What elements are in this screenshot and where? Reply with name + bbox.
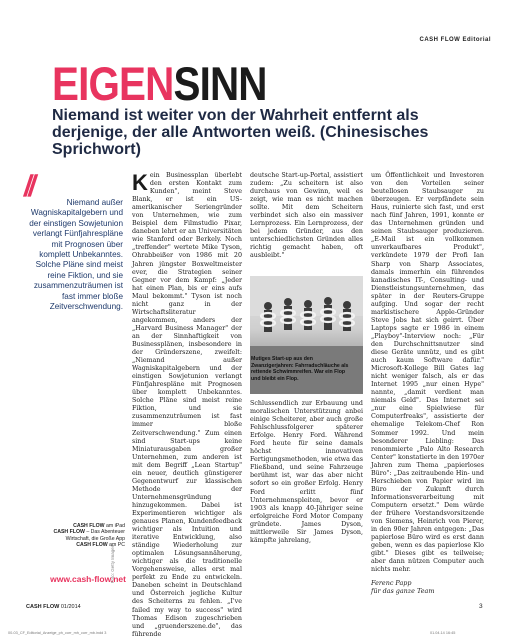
decorative-slashes: // (21, 170, 36, 203)
section-kicker: CASH FLOW Editorial (419, 37, 491, 43)
title-part-eigen: EIGEN (52, 57, 174, 110)
sidebar-pull-quote: Niemand außer Wagniskapitalgebern und der einstigen Sowjetunion verlangt Fünfjahrespläne mit Prognosen über komplett Unbekanntes. Solche Pläne sind meist reine Fiktion, und sie zusammenzuträumen ist fast immer bloße Zeitverschwendung. (29, 198, 123, 312)
article-column-1 (132, 170, 242, 638)
article-column-3: um Öffentlichkeit und Investoren von den Vorteilen seiner beutellosen Staubsauger zu überzeugen. Er verpfändete sein Haus, ruinierte sich fast, und erst nach fünf Jahren, 1991, konnte er das Unternehmen gründen und seinen Staubsauger produzieren. „E-Mail ist ein vollkommen unverkaufbares Produkt", verkündete 1979 der Profi Ian Sharp von Sharp Associates, damals immerhin ein führendes kanadisches IT-, Consulting- und Dienstleistungsunternehmen, das später in der Reuters-Gruppe aufging. Und sogar der recht markistischere Apple-Gründer Steve Jobs hat sich geirrt. Über Laptops sagte er 1986 in einem „Playboy"-Interview noch: „Für den Durchschnittsnutzer sind diese Geräte unnütz, und es gibt auch kaum Software dafür." Microsoft-Kollege Bill Gates lag nicht weniger falsch, als er das Internet 1995 „nur einen Hype" nannte, „damit verdient man niemals Geld". Das Internet sei „nur eine Spielwiese für Computerfreaks", assistierte der ehemalige Telekom-Chef Ron Sommer 1992. Und mein besonderer Liebling: Das renommierte „Palo Alto Research Center" konstatierte in den 1970er Jahren zum Thema „papierloses Büro": „Das zeitraubende Hin- und Herschieben von Papier wird im Büro der Zukunft durch Informationsverarbeitung mit Computern ersetzt." Dem würde der frühere Vorstandsvorsitzende von Siemens, Heinrich von Pierer, in den 90er Jahren entgegen: „Das papierlose Büro wird es erst dann geben, wenn es das papierlose Klo gibt." Dieses gibt es teilweise; aber dann nützen Computer auch nichts mehr. (371, 172, 484, 574)
print-slug-date: 01.04.14 16:45 (430, 631, 456, 635)
page-number: 3 (479, 603, 483, 610)
print-slug-file: 00-03_CF_Editorial_Anzeige_ph_corr_mh_corr_mb.indd 3 (8, 631, 107, 635)
title-part-sinn: SINN (173, 57, 267, 110)
app-promo (40, 523, 125, 549)
author-name: Ferenc Papp (371, 579, 412, 587)
drop-cap: K (132, 170, 148, 195)
author-signature (371, 579, 484, 595)
article-title (52, 57, 267, 110)
promo-line-app: CASH FLOW – Das Abenteuer Wirtschaft, die Große App (53, 529, 125, 542)
promo-line-ipad: CASH FLOW am iPad (73, 523, 125, 529)
photo-caption: Mutiges Start-up aus den Zwanzigerjahren: Fahrradschläuche als rettende Schwimmreifen. War ein Flop und bleibt ein Flop. (251, 356, 349, 382)
article-text-col1: ein Businessplan überlebt den ersten Kontakt zum Kunden", meint Steve Blank, er ist ein US-amerikanischer Seriengründer von Unternehmen, wie zum Beispiel dem Filmstudio Pixar, daneben lehrt er an Universitäten wie Stanford oder Berkely. Noch „treffender" wertete Mike Tyson, Ohrabbeißer von 1986 mit 20 Jahren jüngster Boxweltmeister ever, die Strategien seiner Gegner vor dem Kampf: „Jeder hat einen Plan, bis er eins aufs Maul bekommt." Tyson ist noch nicht ganz in der Wirtschaftsliteratur angekommen, anders der „Harvard Business Manager" der an der Sinnhaftigkeit von Businessplänen, insbesondere in der Gründerszene, zweifelt: „Niemand außer Wagniskapitalgebern und der einstigen Sowjetunion verlangt Fünfjahrespläne mit Prognosen über komplett Unbekanntes. Solche Pläne sind meist reine Fiktion, und sie zusammenzuträumen ist fast immer bloße Zeitverschwendung." Zum einen sind Start-ups keine Miniaturausgaben großer Unternehmen, zum anderen ist mit dem Begriff „Lean Startup" ein neuer, deutlich günstigerer Gegenentwurf zur klassischen Methode der Unternehmensgründung hinzugekommen. Dabei ist Experimentieren wichtiger als genaues Planen, Kundenfeedback wichtiger als Intuition und iterative Entwicklung, also ständige Wiederholung zur optimalen Lösungsannäherung, wichtiger als die traditionelle Vorgehensweise, alles erst mal perfekt zu Ende zu entwickeln. Daneben scheint in Deutschland und Österreich jegliche Kultur des Scheiterns zu fehlen. „I've failed my way to success" wird Thomas Edison zugeschrieben und „gruenderszene.de", das führende (132, 172, 242, 638)
article-subtitle: Niemand ist weiter von der Wahrheit entfernt als derjenige, der alle Antworten weiß. (Chinesisches Sprichwort) (52, 107, 429, 158)
photo-credit: Foto: Getty Images (110, 545, 115, 584)
website-link[interactable]: www.cash-flow.net (50, 574, 126, 584)
footer-brand-issue (26, 604, 81, 610)
footer-issue: 01/2014 (60, 604, 81, 610)
author-role: für das ganze Team (371, 587, 435, 596)
footer-brand: CASH FLOW (26, 604, 60, 610)
promo-line-pc: CASH FLOW am PC (76, 542, 125, 549)
article-column-2-top: deutsche Start-up-Portal, assistiert zudem: „Zu scheitern ist also durchaus von Gewinn, weil es zeigt, wie man es nicht machen sollte. Mit dem Scheitern verbindet sich also ein massiver Lernprozess. Ein Lernprozess, der bei jedem Gründer, aus den unterschiedlichsten Gründen alles richtig gemacht haben, oft ausbleibt." (250, 172, 363, 260)
article-column-2-bottom: Schlussendlich zur Erbauung und moralischen Unterstützung anbei einige Scheiterer, aber auch große Fehlschlussfolgerer späterer Erfolge. Henry Ford. Während Ford heute für seine damals höchst innovativen Fertigungsmethoden, wie etwa das Fließband, und seine Fahrzeuge berühmt ist, war das aber nicht sofort so ein großer Erfolg. Henry Ford erlitt fünf Unternehmenspleiten, bevor er 1903 als knapp 40-Jähriger seine erfolgreiche Ford Motor Company gründete. James Dyson, mittlerweile Sir James Dyson, kämpfte jahrelang, (250, 400, 363, 544)
